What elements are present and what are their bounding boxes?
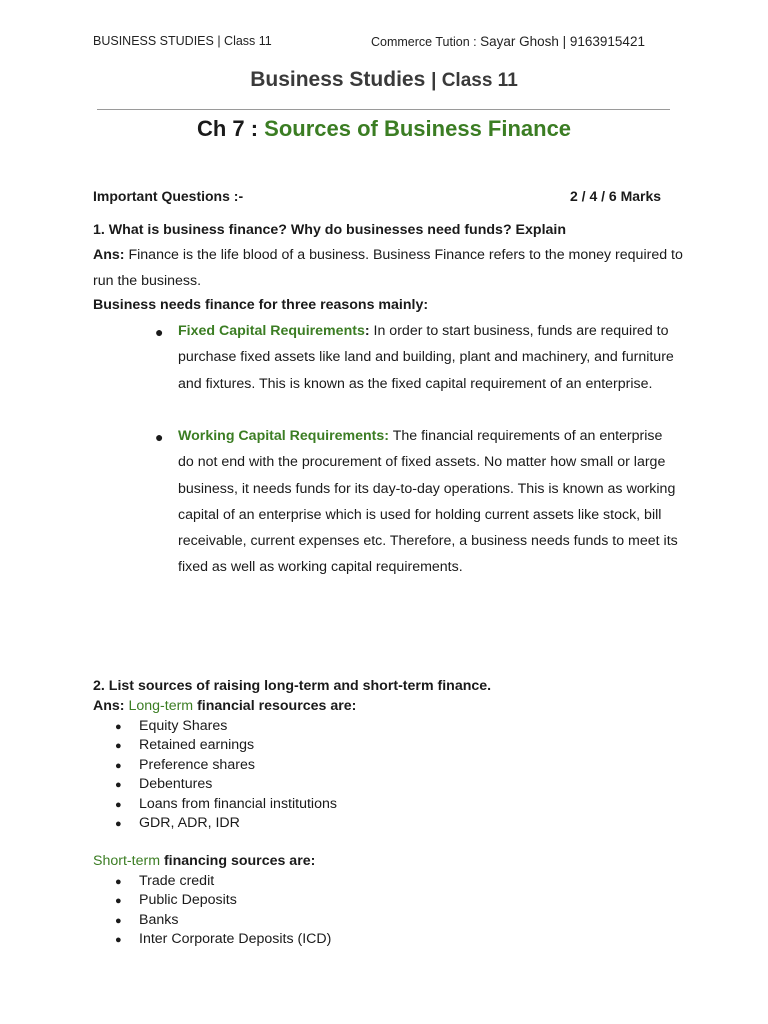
chapter-heading [0, 116, 768, 142]
bullet-dot: ● [155, 429, 164, 445]
answer-1-text: Finance is the life blood of a business. Business Finance refers to the money required to run the business. [93, 247, 683, 289]
list-item: ● GDR, ADR, IDR [115, 815, 240, 831]
title-class: | Class 11 [431, 70, 518, 91]
term-colon: : [364, 323, 370, 339]
list-item: ● Public Deposits [115, 892, 237, 909]
long-term-rest: financial resources are: [193, 698, 357, 714]
header-tutor-name: Sayar Ghosh | 9163915421 [480, 34, 645, 49]
list-item: ● Retained earnings [115, 737, 255, 754]
long-term-word: Long-term [128, 698, 194, 714]
short-term-rest: financing sources are: [160, 853, 316, 869]
chapter-prefix: Ch 7 : [196, 116, 265, 141]
term-working-capital: Working Capital Requirements: [178, 428, 390, 444]
list-item: ● Banks [115, 911, 179, 928]
term-fixed-capital: Fixed Capital Requirements [178, 323, 365, 339]
list-item: ● Trade credit [115, 873, 215, 889]
chapter-name: Sources of Business Finance [264, 116, 572, 141]
list-item: ● Preference shares [115, 756, 255, 773]
list-item: ● Inter Corporate Deposits (ICD) [115, 931, 332, 948]
bullet-dot: ● [155, 324, 164, 340]
bullet-fixed-capital [178, 318, 678, 397]
page-header-left: BUSINESS STUDIES | Class 11 [93, 34, 272, 48]
answer-label: Ans: [93, 698, 129, 714]
list-item: ● Debentures [115, 776, 213, 793]
important-questions-label: Important Questions :- [93, 188, 244, 204]
question-2: 2. List sources of raising long-term and short-term finance. [93, 678, 492, 694]
question-1: 1. What is business finance? Why do businesses need funds? Explain [93, 222, 567, 238]
working-capital-text: The financial requirements of an enterprise do not end with the procurement of fixed assets. No matter how small or large business, it needs funds for its day-to-day operations. This is known as working capital of an enterprise which is used for holding current assets like stock, bill receivable, current expenses etc. Therefore, a business needs funds to meet its fixed as well as working capital requirements. [178, 428, 678, 576]
title-main: Business Studies [250, 68, 432, 91]
answer-label: Ans: [93, 247, 125, 263]
header-tution-label: Commerce Tution : [371, 35, 481, 49]
marks-label: 2 / 4 / 6 Marks [570, 188, 662, 204]
short-term-word: Short-term [93, 853, 161, 869]
bullet-working-capital [178, 423, 678, 581]
short-term-heading [93, 851, 683, 871]
fixed-capital-text: In order to start business, funds are required to purchase fixed assets like land and building, plant and machinery, and furniture and fixtures. This is known as the fixed capital requirement of an enterprise. [178, 323, 674, 392]
page-header-right [371, 34, 645, 49]
document-title [0, 68, 768, 92]
answer-1-intro [93, 242, 683, 294]
reasons-heading: Business needs finance for three reasons mainly: [93, 297, 429, 313]
long-term-heading [93, 696, 683, 716]
list-item: ● Loans from financial institutions [115, 795, 337, 812]
title-divider [97, 109, 670, 110]
list-item: ● Equity Shares [115, 718, 228, 734]
